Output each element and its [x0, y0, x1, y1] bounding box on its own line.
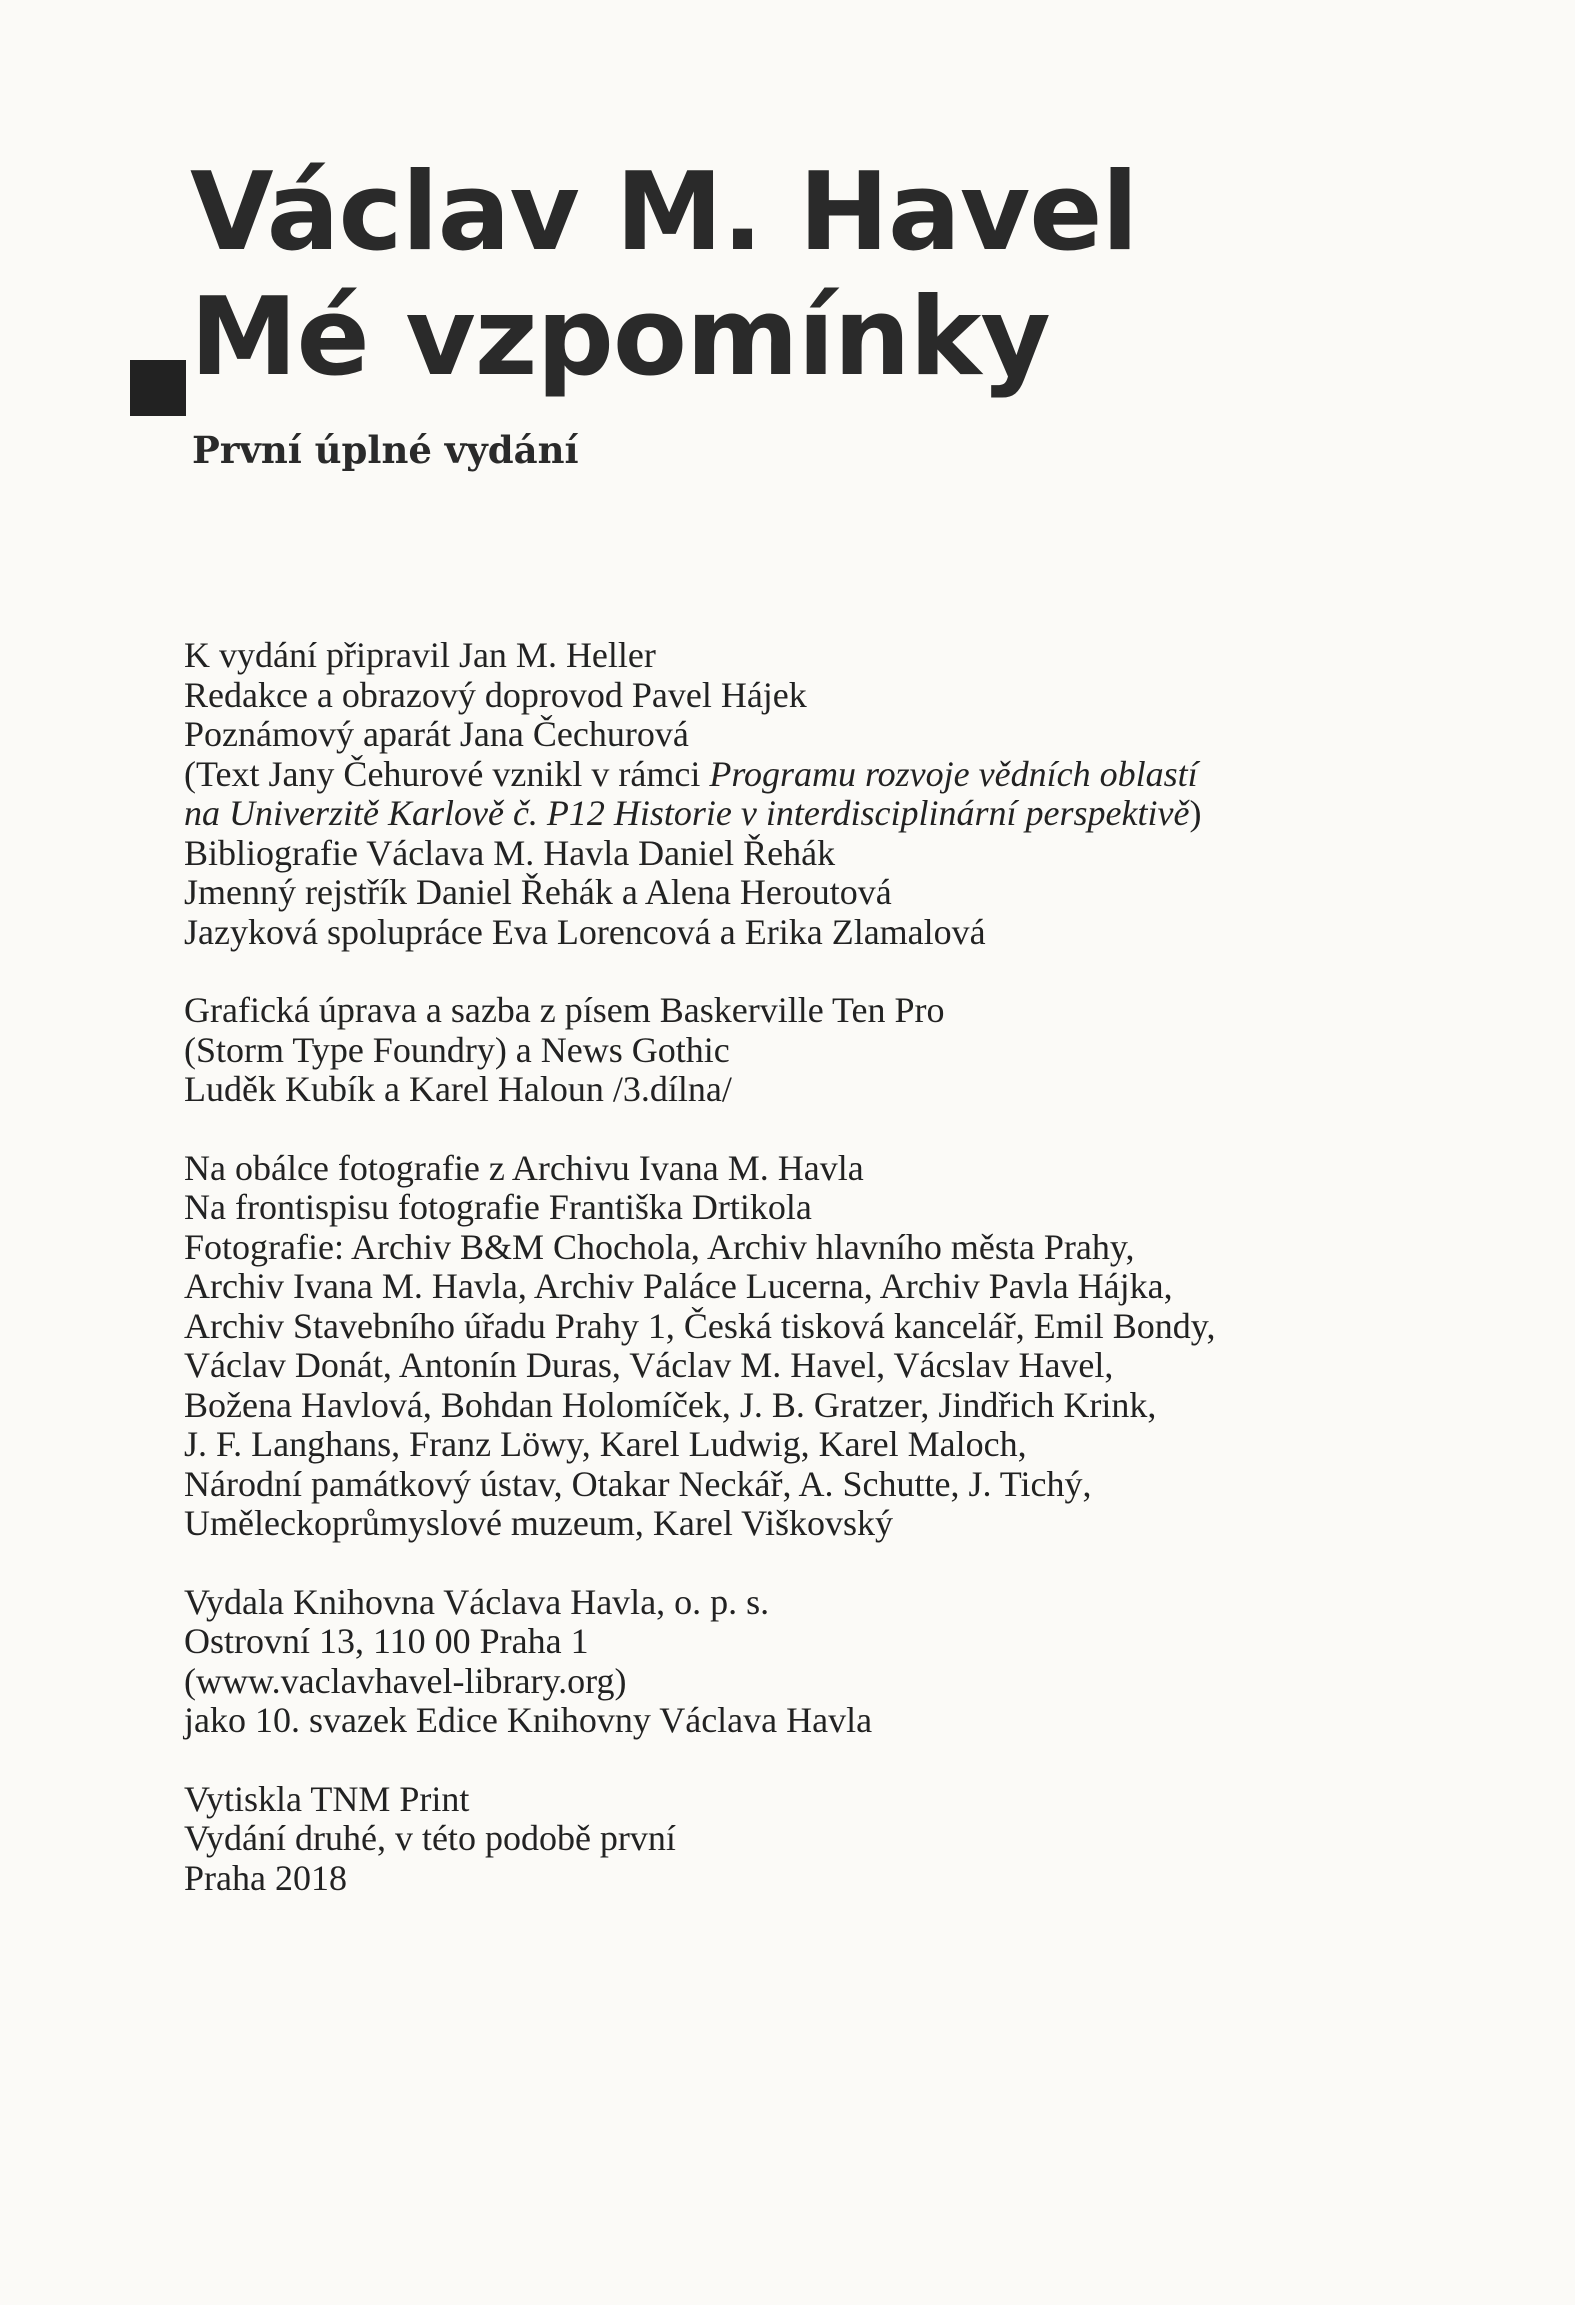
photo-line: Archiv Ivana M. Havla, Archiv Paláce Lucerna, Archiv Pavla Hájka,	[184, 1266, 1173, 1306]
photo-line: Fotografie: Archiv B&M Chochola, Archiv hlavního města Prahy,	[184, 1226, 1135, 1267]
edition-subtitle: První úplné vydání	[192, 428, 579, 472]
design-line: (Storm Type Foundry) a News Gothic	[184, 1029, 730, 1070]
photo-line: J. F. Langhans, Franz Löwy, Karel Ludwig, Karel Maloch,	[184, 1424, 1027, 1464]
credit-note-close: )	[1189, 793, 1202, 833]
credit-note-line	[184, 794, 1384, 834]
credit-line: Jazyková spolupráce Eva Lorencová a Erika Zlamalová	[184, 911, 986, 952]
photo-line: Božena Havlová, Bohdan Holomíček, J. B. Gratzer, Jindřich Krink,	[184, 1384, 1157, 1425]
credit-line: K vydání připravil Jan M. Heller	[184, 635, 656, 675]
print-line: Praha 2018	[184, 1857, 347, 1898]
photo-line: Na frontispisu fotografie Františka Drtikola	[184, 1187, 812, 1227]
author-name: Václav M. Havel	[190, 150, 1138, 275]
photo-line: Uměleckoprůmyslové muzeum, Karel Viškovský	[184, 1503, 894, 1543]
photo-line: Archiv Stavebního úřadu Prahy 1, Česká tisková kancelář, Emil Bondy,	[184, 1305, 1216, 1346]
credit-note-line	[184, 755, 1384, 795]
design-line: Grafická úprava a sazba z písem Baskerville Ten Pro	[184, 990, 945, 1030]
book-title: Mé vzpomínky	[190, 275, 1050, 400]
colophon	[184, 636, 1384, 1937]
photo-line: Národní památkový ústav, Otakar Neckář, A. Schutte, J. Tichý,	[184, 1463, 1092, 1504]
credits-section	[184, 636, 1384, 952]
publisher-line: Vydala Knihovna Václava Havla, o. p. s.	[184, 1581, 770, 1622]
print-line: Vydání druhé, v této podobě první	[184, 1818, 676, 1858]
credit-note-open: (Text Jany Čehurové vznikl v rámci	[184, 753, 710, 794]
credit-note-university: na Univerzitě Karlově č. P12 Historie v interdisciplinární perspektivě	[184, 793, 1190, 833]
credit-note-program: Programu rozvoje vědních oblastí	[709, 753, 1198, 794]
black-square-mark	[130, 360, 186, 416]
design-section	[184, 991, 1384, 1110]
print-section	[184, 1780, 1384, 1899]
publisher-section	[184, 1583, 1384, 1741]
credit-line: Redakce a obrazový doprovod Pavel Hájek	[184, 674, 807, 715]
publisher-url: (www.vaclavhavel-library.org)	[184, 1660, 627, 1701]
print-line: Vytiskla TNM Print	[184, 1778, 470, 1819]
title-block	[190, 150, 1290, 400]
publisher-line: jako 10. svazek Edice Knihovny Václava Havla	[184, 1700, 873, 1740]
photo-line: Na obálce fotografie z Archivu Ivana M. Havla	[184, 1147, 864, 1188]
photo-line: Václav Donát, Antonín Duras, Václav M. Havel, Vácslav Havel,	[184, 1345, 1114, 1385]
credit-line: Jmenný rejstřík Daniel Řehák a Alena Heroutová	[184, 872, 892, 912]
credit-line: Bibliografie Václava M. Havla Daniel Řehák	[184, 832, 836, 873]
publisher-line: Ostrovní 13, 110 00 Praha 1	[184, 1621, 589, 1661]
design-line: Luděk Kubík a Karel Haloun /3.dílna/	[184, 1069, 732, 1109]
photos-section	[184, 1149, 1384, 1544]
credit-line: Poznámový aparát Jana Čechurová	[184, 714, 689, 754]
